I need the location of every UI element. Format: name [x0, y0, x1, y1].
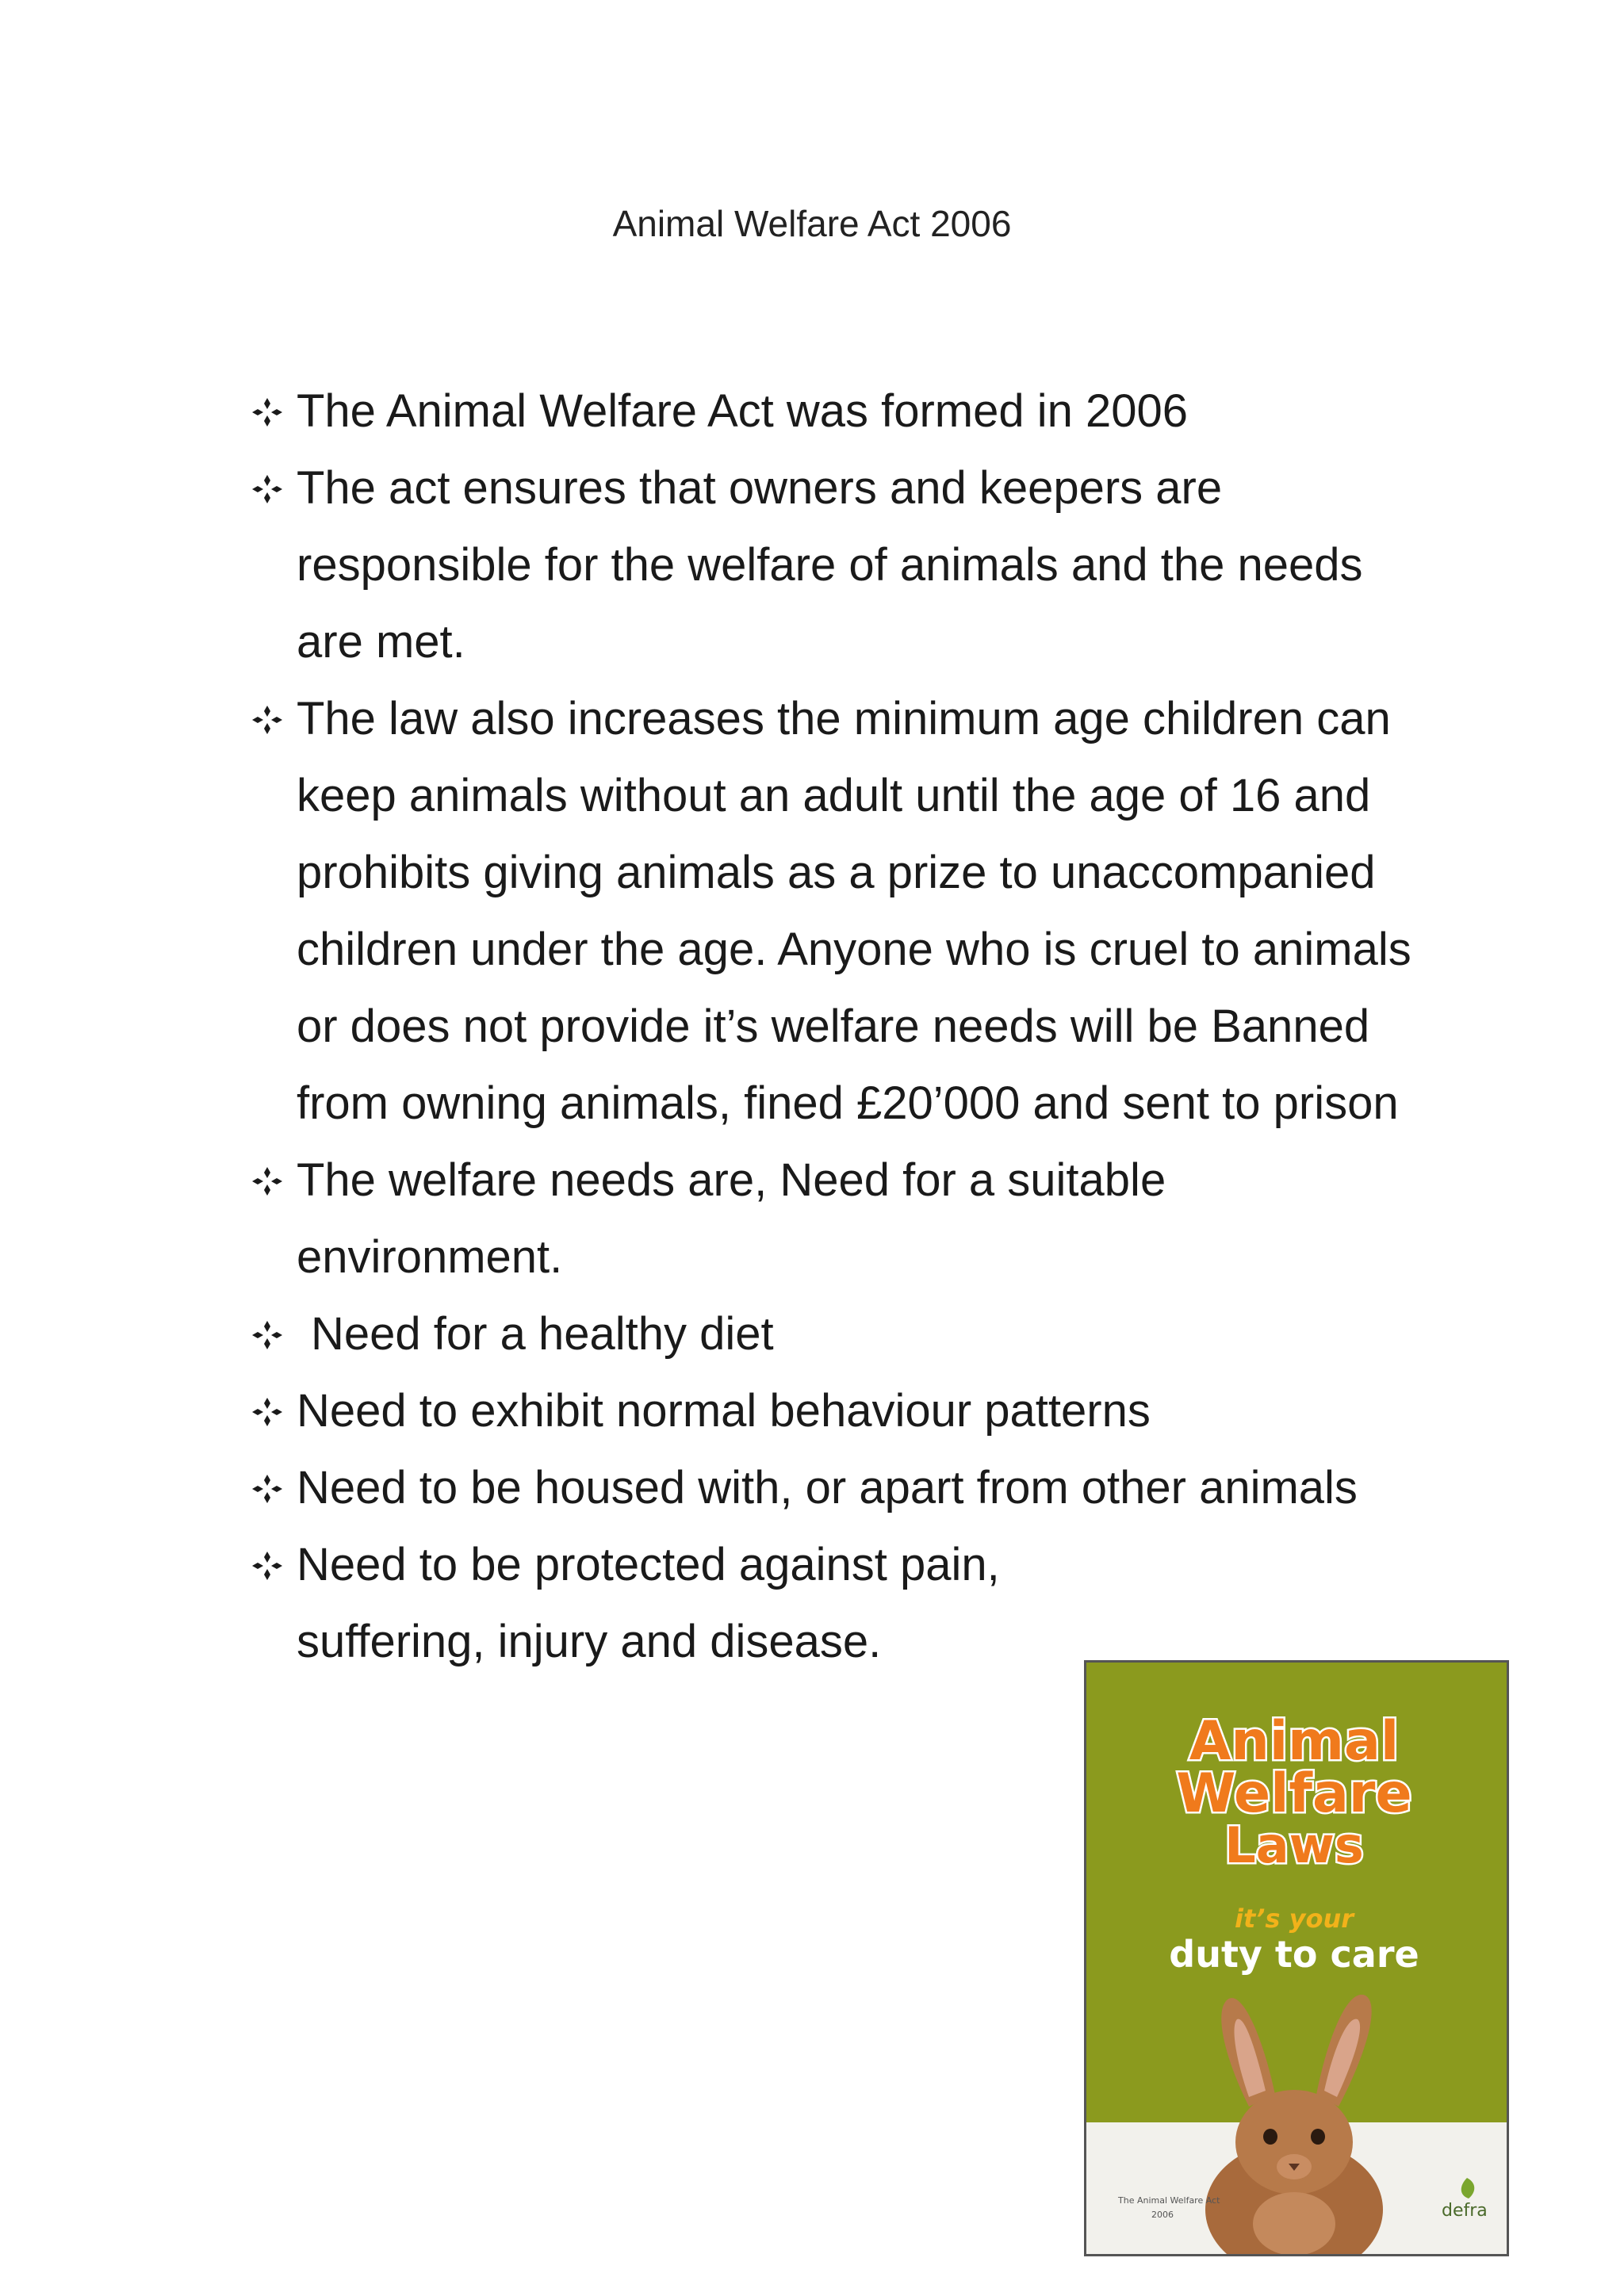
diamond-bullet-icon: [244, 1319, 290, 1351]
poster-tagline-large: duty to care: [1169, 1933, 1419, 1976]
defra-logo-text: defra: [1442, 2201, 1488, 2221]
bullet-text: Need to be protected against pain, suffering, injury and disease.: [297, 1539, 1000, 1667]
poster-headline-line-1: Animal: [1189, 1710, 1400, 1773]
bullet-text: The law also increases the minimum age children can keep animals without an adult until the age of 16 and prohibits giving animals as a prize to unaccompanied children under the age. Anyone who is cruel to animals or does not provide it’s welfare needs will be Banned from owning animals, fined £20’000 and sent to prison: [297, 693, 1411, 1129]
poster-tagline-small: it’s your: [1234, 1904, 1354, 1934]
bullet-item: [244, 1449, 1434, 1526]
poster-footer-text: The Animal Welfare Act: [1118, 2195, 1220, 2206]
bullet-item: [244, 1526, 1169, 1680]
poster-headline-line-3: Laws: [1224, 1816, 1364, 1874]
poster-artwork: [1086, 1663, 1507, 2254]
diamond-bullet-icon: [244, 396, 290, 428]
bullet-text: Need to be housed with, or apart from other animals: [297, 1462, 1358, 1513]
bullet-text: Need for a healthy diet: [311, 1308, 774, 1360]
bullet-text: The act ensures that owners and keepers are responsible for the welfare of animals and the needs are met.: [297, 462, 1363, 668]
bullet-text: Need to exhibit normal behaviour patterns: [297, 1385, 1151, 1437]
bullet-text: The welfare needs are, Need for a suitable environment.: [297, 1154, 1166, 1283]
diamond-bullet-icon: [244, 1165, 290, 1197]
poster-footer-year: 2006: [1151, 2210, 1174, 2220]
bullet-item: [244, 450, 1434, 680]
animal-welfare-laws-poster: [1084, 1660, 1509, 2256]
diamond-bullet-icon: [244, 704, 290, 736]
bullet-item: [244, 373, 1434, 450]
bullet-text: The Animal Welfare Act was formed in 2006: [297, 385, 1189, 437]
diamond-bullet-icon: [244, 1396, 290, 1428]
page-title: Animal Welfare Act 2006: [612, 203, 1012, 244]
bullet-item: [244, 1295, 1434, 1372]
bullet-item: [244, 1372, 1434, 1449]
diamond-bullet-icon: [244, 473, 290, 505]
bullet-item: [244, 680, 1434, 1142]
bullet-item: [244, 1142, 1434, 1295]
bullet-list: [244, 373, 1434, 1680]
diamond-bullet-icon: [244, 1473, 290, 1505]
poster-headline-line-2: Welfare: [1176, 1762, 1412, 1825]
diamond-bullet-icon: [244, 1550, 290, 1582]
